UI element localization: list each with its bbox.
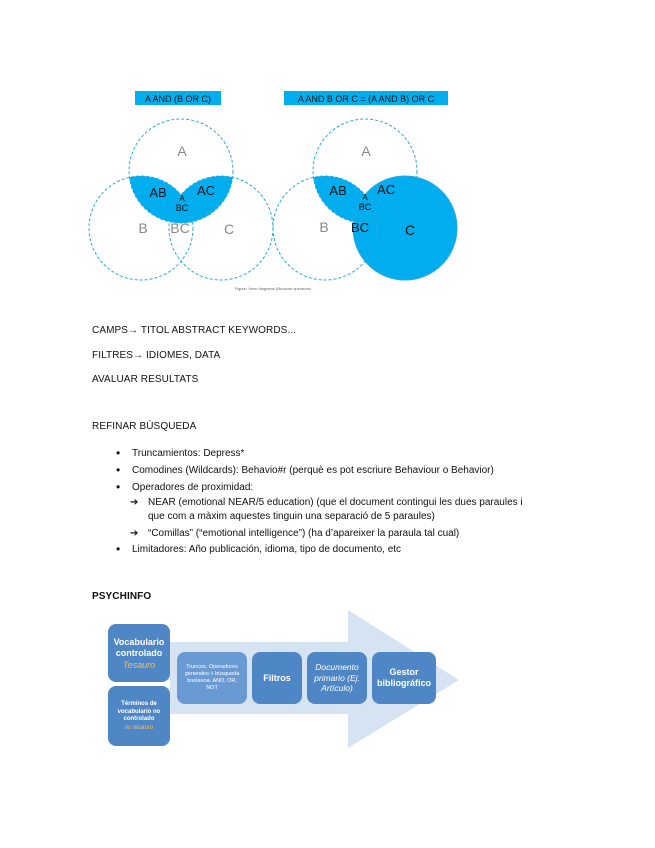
box-terminos-no-controlado: Términos de vocabulario no controlado no tesauro	[108, 686, 170, 746]
left-venn-title: A AND (B OR C)	[144, 94, 212, 104]
box-gestor-bibliografico: Gestor bibliográfico	[372, 652, 436, 704]
left-label-bc: BC	[170, 220, 190, 236]
left-label-ac: AC	[196, 183, 216, 198]
right-label-c: C	[404, 222, 416, 238]
right-label-ab: AB	[329, 183, 347, 198]
box-truncos-operadores: Truncos, Operadores generales + búsqueda booleana. AND, OR, NOT	[177, 652, 247, 704]
left-label-b: B	[138, 220, 148, 236]
sub-bullet-near: ➔ NEAR (emotional NEAR/5 education) (que el document contingui les dues paraules i que com a màxim aquestes tinguin una separació de 5 paraules)	[130, 497, 523, 522]
refinar-bullet-list	[116, 445, 523, 558]
bullet-truncamientos: • Truncamientos: Depress*	[116, 445, 523, 462]
right-label-a: A	[361, 143, 371, 159]
left-label-ab: AB	[149, 185, 167, 200]
filtres-line: FILTRES→ IDIOMES, DATA	[92, 350, 221, 361]
left-label-abc-a: A	[179, 194, 185, 203]
bullet-operadores: • Operadores de proximidad:	[116, 479, 523, 496]
sub-bullet-comillas: ➔ “Comillas” (“emotional intelligence”) (ha d’apareixer la paraula tal cual)	[130, 528, 460, 539]
right-venn-title: A AND B OR C = (A AND B) OR C	[297, 94, 435, 104]
avaluar-line: AVALUAR RESULTATS	[92, 374, 199, 385]
venn-diagrams	[0, 0, 655, 300]
arrow-icon: ➔	[130, 528, 139, 539]
bullet-comodines: • Comodines (Wildcards): Behavio#r (perquè es pot escriure Behaviour o Behavior)	[116, 462, 523, 479]
box-filtros: Filtros	[252, 652, 302, 704]
right-label-ac: AC	[376, 182, 396, 197]
right-label-bc: BC	[350, 220, 370, 235]
left-label-abc-bc: BC	[175, 203, 189, 213]
right-label-abc-bc: BC	[358, 202, 372, 212]
box-documento-primario: Documento primario (Ej. Artículo)	[307, 652, 367, 704]
bullet-limitadores: • Limitadores: Año publicación, idioma, tipo de documento, etc	[116, 541, 523, 558]
left-label-c: C	[223, 221, 235, 237]
right-label-abc-a: A	[362, 193, 368, 202]
left-label-a: A	[177, 143, 187, 159]
psychinfo-heading: PSYCHINFO	[92, 591, 152, 602]
camps-line: CAMPS→ TITOL ABSTRACT KEYWORDS...	[92, 325, 297, 336]
right-label-b: B	[319, 219, 329, 235]
arrow-icon: ➔	[130, 497, 139, 508]
venn-caption: Figure: Venn diagrams (Boolean operators)	[234, 286, 312, 291]
refinar-heading: REFINAR BÚSQUEDA	[92, 421, 197, 432]
box-vocabulario-controlado: Vocabulario controlado Tesauro	[108, 624, 170, 682]
